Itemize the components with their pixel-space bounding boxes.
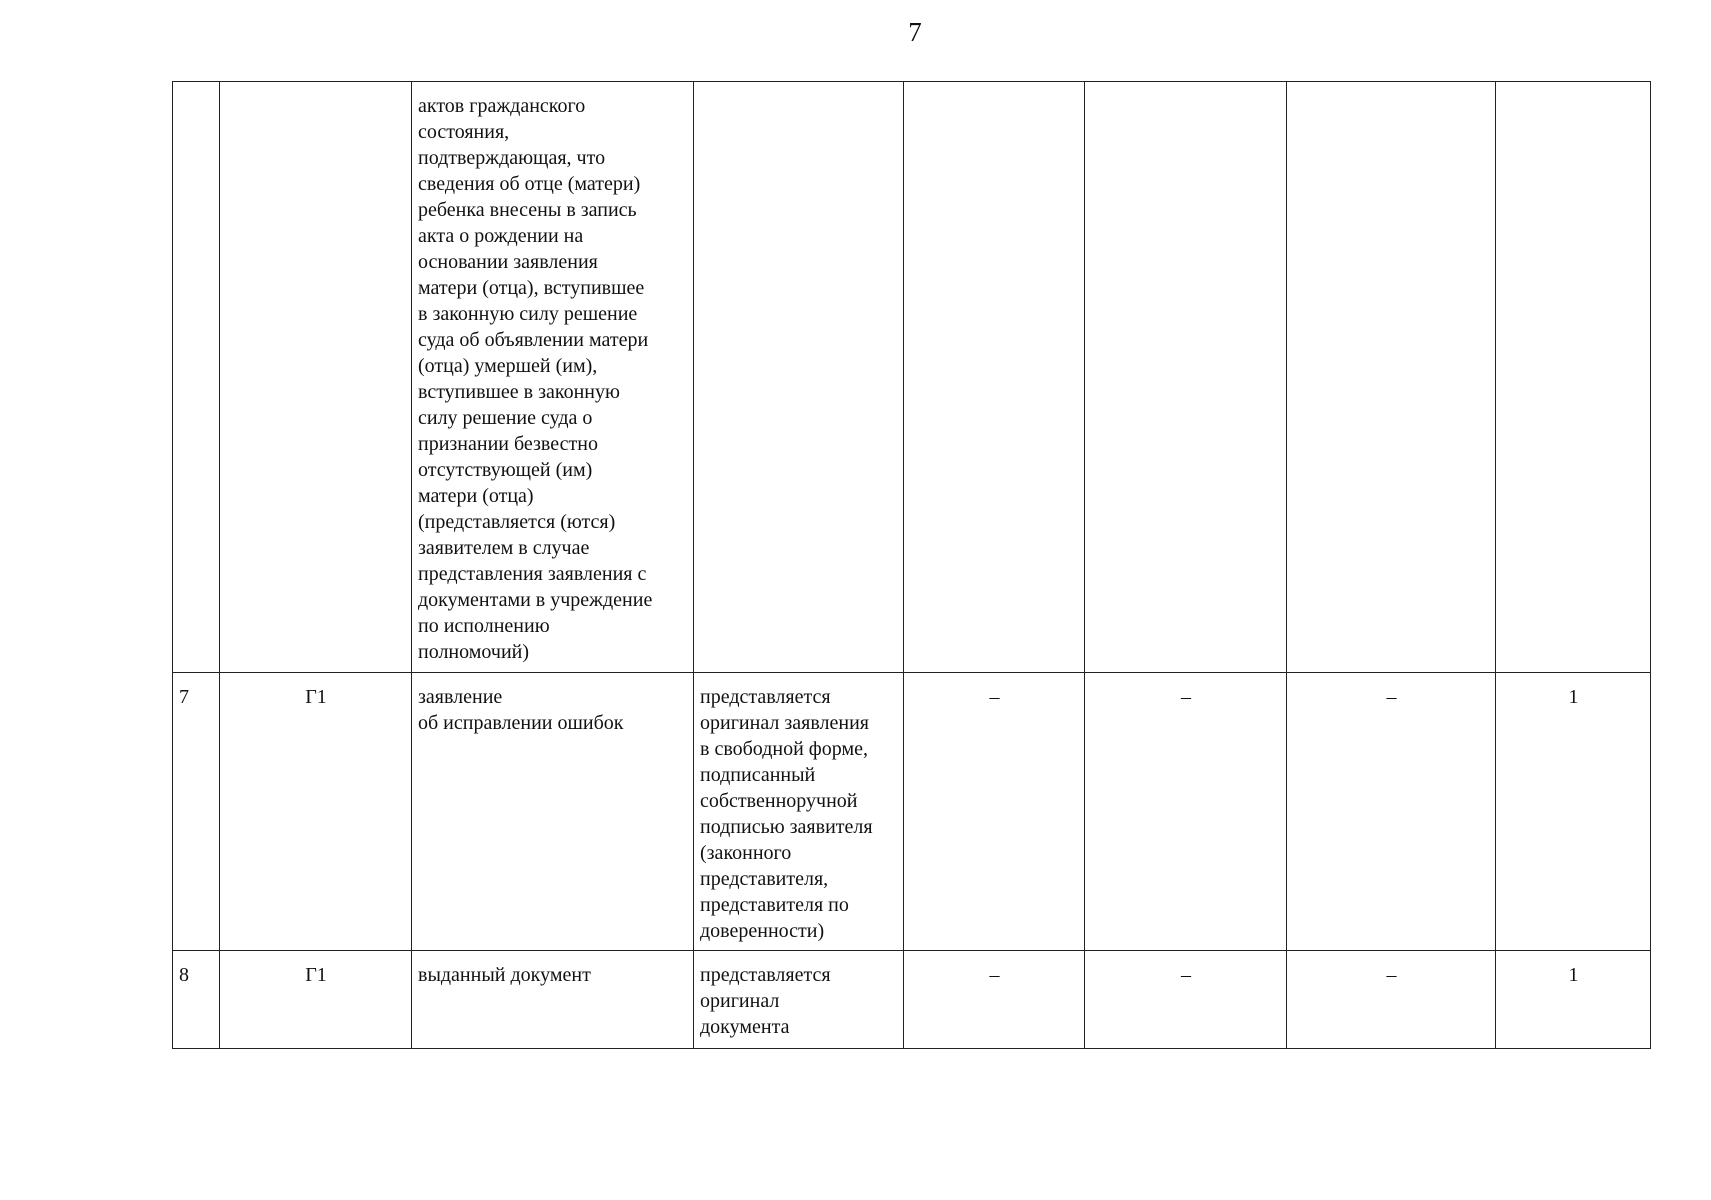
column-5-cell: – xyxy=(904,673,1085,951)
row-number-cell: 8 xyxy=(173,951,220,1049)
page-number: 7 xyxy=(908,17,922,47)
document-code-cell: Г1 xyxy=(220,673,412,951)
document-code-cell xyxy=(220,82,412,673)
document-name-cell: выданный документ xyxy=(412,951,694,1049)
table-row xyxy=(173,951,1651,1049)
requirements-cell: представляется оригинал документа xyxy=(694,951,904,1049)
column-5-cell xyxy=(904,82,1085,673)
column-6-cell: – xyxy=(1085,673,1287,951)
column-5-cell: – xyxy=(904,951,1085,1049)
document-name-cell: актов гражданского состояния, подтверждающая, что сведения об отце (матери) ребенка внесены в запись акта о рождении на основании заявления матери (отца), вступившее в законную силу решение суда об объявлении матери (отца) умершей (им), вступившее в законную силу решение суда о признании безвестно отсутствующей (им) матери (отца) (представляется (ются) заявителем в случае представления заявления с документами в учреждение по исполнению полномочий) xyxy=(412,82,694,673)
column-8-cell xyxy=(1496,82,1651,673)
documents-table xyxy=(172,81,1651,1049)
column-7-cell: – xyxy=(1287,951,1496,1049)
requirements-cell xyxy=(694,82,904,673)
requirements-cell: представляется оригинал заявления в свободной форме, подписанный собственноручной подписью заявителя (законного представителя, представителя по доверенности) xyxy=(694,673,904,951)
column-7-cell xyxy=(1287,82,1496,673)
table-row xyxy=(173,82,1651,673)
row-number-cell: 7 xyxy=(173,673,220,951)
document-code-cell: Г1 xyxy=(220,951,412,1049)
column-6-cell xyxy=(1085,82,1287,673)
table-row xyxy=(173,673,1651,951)
row-number-cell xyxy=(173,82,220,673)
column-6-cell: – xyxy=(1085,951,1287,1049)
column-7-cell: – xyxy=(1287,673,1496,951)
document-name-cell: заявление об исправлении ошибок xyxy=(412,673,694,951)
column-8-cell: 1 xyxy=(1496,951,1651,1049)
column-8-cell: 1 xyxy=(1496,673,1651,951)
